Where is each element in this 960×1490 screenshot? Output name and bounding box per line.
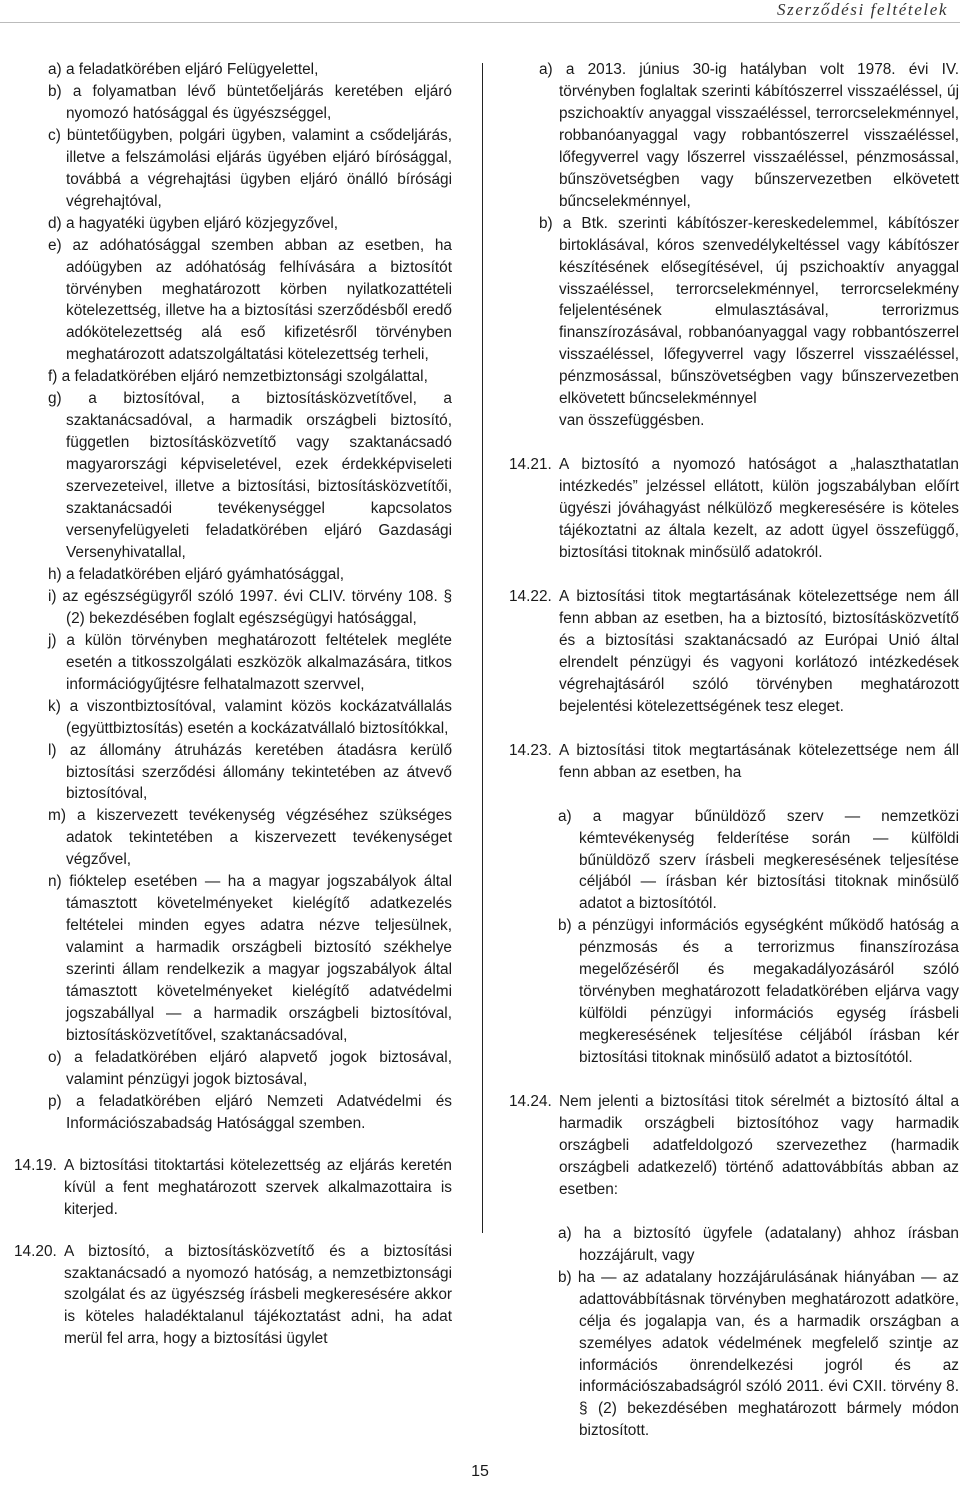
list-item: d) a hagyatéki ügyben eljáró közjegyzővel, — [48, 214, 339, 232]
list-item: o) a feladatkörében eljáró alapvető jogok biztosával, valamint pénzügyi jogok biztosával, — [48, 1048, 452, 1088]
list-item: a) a magyar bűnüldöző szerv — nemzetközi kémtevékenység felderítése során — külföldi bűnüldöző szerv írásbeli megkeresésének teljesítése céljából — írásban kér biztosítási titoknak minősülő adatot a biztosítótól. — [558, 807, 959, 913]
list-item: c) büntetőügyben, polgári ügyben, valamint a csődeljárás, illetve a felszámolási eljárás ügyében eljáró bírósággal, továbbá a végrehajtási ügyben eljáró önálló bírósági végrehajtóval, — [48, 126, 452, 210]
list-item: b) ha — az adatalany hozzájárulásának hiányában — az adattovábbításnak törvényben meghatározott adatköre, célja és jogalapja van, és a harmadik országban a személyes adatok védelmének megfelelő szintje az információs önrendelkezési jogról és az információszabadságról szóló 2011. évi CXII. törvény 8. § (2) bekezdésében meghatározott bármely módon biztosított. — [558, 1268, 959, 1440]
section-number: 14.24. — [509, 1093, 552, 1111]
list-item: g) a biztosítóval, a biztosításközvetítővel, a szaktanácsadóval, a harmadik országbeli biztosító, független biztosításközvetítő vagy szaktanácsadó magyarországi képviseletével, ezek érdekképviseleti szervezeteivel, illetve a biztosítási, biztosításközvetítői, szaktanácsadói tevékenységgel kapcsolatos versenyfelügyeleti feladatkörében eljáró Gazdasági Versenyhivatallal, — [48, 390, 452, 561]
section-14-24 — [509, 1091, 959, 1201]
section-number: 14.19. — [14, 1156, 57, 1174]
page-number: 15 — [471, 1463, 489, 1480]
list-item: a) a feladatkörében eljáró Felügyelettel, — [48, 61, 319, 78]
right-column — [509, 59, 959, 1442]
list-item: p) a feladatkörében eljáró Nemzeti Adatvédelmi és Információszabadság Hatósággal szemben. — [48, 1092, 452, 1132]
list-item: h) a feladatkörében eljáró gyámhatósággal, — [48, 565, 345, 583]
section-text: A biztosítási titok megtartásának kötelezettsége nem áll fenn abban az esetben, ha a biztosító, biztosításközvetítő és a biztosítási szaktanácsadó az Európai Unió által elrendelt pénzügyi és vagyoni korlátozó intézkedések végrehajtásáról szóló törvényben meghatározott bejelentési kötelezettségének tesz eleget. — [559, 587, 959, 715]
section-text: A biztosító a nyomozó hatóságot a „halaszthatatlan intézkedés” jelzéssel ellátott, külön jogszabályban előírt ügyészi jóváhagyást nélkülöző megkeresésére is köteles tájékoztatni az általa kezelt, az adott ügyel összefüggő, biztosítási titoknak minősülő adatokról. — [559, 456, 959, 562]
running-header-title: Szerződési feltételek — [777, 0, 948, 19]
list-item: b) a folyamatban lévő büntetőeljárás keretében eljáró nyomozó hatósággal és ügyészséggel, — [48, 82, 452, 122]
column-divider — [482, 63, 483, 1233]
section-text: A biztosító, a biztosításközvetítő és a biztosítási szaktanácsadó a nyomozó hatóság, a nemzetbiztonsági szolgálat és az ügyészség írásbeli megkeresésére akkor is köteles haladéktalanul tájékoztatást adni, ha adat merül fel arra, hogy a biztosítási ügylet — [64, 1242, 452, 1348]
section-text: A biztosítási titoktartási kötelezettség az eljárás keretén kívül a fent meghatározott szervek alkalmazottaira is kiterjed. — [64, 1156, 452, 1218]
section-14-22 — [509, 586, 959, 718]
list-item: l) az állomány átruházás keretében átadásra kerülő biztosítási szerződési állomány tekintetében az átvevő biztosítóval, — [48, 741, 452, 803]
section-number: 14.22. — [509, 587, 552, 605]
section-14-20 — [14, 1241, 452, 1351]
section-number: 14.23. — [509, 741, 552, 759]
section-number: 14.20. — [14, 1242, 57, 1260]
section-14-19 — [14, 1155, 452, 1221]
list-item: n) fióktelep esetében — ha a magyar jogszabályok által támasztott követelményeket kielégítő adatkezelés feltételei minden egyes adatra nézve teljesülnek, valamint a harmadik országbeli biztosító székhelye szerinti állam rendelkezik a magyar jogszabályok által támasztott követelményeket kielégítő adatvédelmi jogszabállyal — a harmadik országbeli biztosítóval, biztosításközvetítővel, szaktanácsadóval, — [48, 873, 452, 1044]
section-14-21 — [509, 454, 959, 564]
list-item: m) a kiszervezett tevékenység végzéséhez szükséges adatok tekintetében a kiszervezett tevékenységet végzővel, — [48, 807, 452, 869]
list-item: e) az adóhatósággal szemben abban az esetben, ha adóügyben az adóhatóság felhívására a biztosítót törvényben meghatározott körben nyilatkozattételi kötelezettség, illetve ha a biztosítási szerződésből eredő adókötelezettség alá eső kifizetésről törvényben meghatározott adatszolgáltatási kötelezettség terheli, — [48, 236, 452, 364]
list-item: b) a pénzügyi információs egységként működő hatóság a pénzmosás és a terrorizmus finanszírozása megelőzéséről és megakadályozásáról szóló törvényben meghatározott feladatkörében eljárva vagy külföldi pénzügyi információs egység írásbeli megkeresésének teljesítése céljából írásban kér biztosítási titoknak minősülő adatot a biztosítótól. — [558, 917, 959, 1067]
list-item: j) a külön törvényben meghatározott feltételek megléte esetén a titkosszolgálati eszközök alkalmazására, titkos információgyűjtésre felhatalmazott szervvel, — [48, 631, 452, 693]
section-14-23 — [509, 740, 959, 784]
left-column — [14, 59, 452, 1350]
list-item: a) a 2013. június 30-ig hatályban volt 1978. évi IV. törvényben foglaltak szerinti kábítószerrel visszaéléssel, új pszichoaktív anyaggal visszaéléssel, terrorcselekménnyel, robbanóanyaggal vagy robbantószerrel visszaéléssel, lőfegyverrel vagy lőszerrel visszaéléssel, pénzmosással, bűnszövetségben vagy bűnszervezetben elkövetett bűncselekménnyel, — [539, 61, 959, 210]
section-text: Nem jelenti a biztosítási titok sérelmét a biztosító által a harmadik országbeli biztosítóhoz vagy harmadik országbeli adatfeldolgozó szervezethez (harmadik országbeli adatkezelő) történő adattovábbítás abban az esetben: — [559, 1093, 959, 1198]
section-number: 14.21. — [509, 456, 552, 474]
list-item: i) az egészségügyről szóló 1997. évi CLIV. törvény 108. § (2) bekezdésében foglalt egészségügyi hatósággal, — [48, 587, 452, 627]
list-item: f) a feladatkörében eljáró nemzetbiztonsági szolgálattal, — [48, 368, 428, 386]
list-item: b) a Btk. szerinti kábítószer-kereskedelemmel, kábítószer birtoklásával, kóros szenvedélykeltéssel vagy kábítószer készítésének elősegítésével, új pszichoaktív anyaggal visszaéléssel, terrorcselekménnyel, terrorcselekmény feljelentésének elmulasztásával, terrorizmus finanszírozásával, robbanóanyaggal vagy robbantószerrel visszaéléssel, lőfegyverrel vagy lőszerrel visszaéléssel, pénzmosással, bűnszövetségben vagy bűnszervezetben elkövetett bűncselekménnyel — [539, 214, 959, 408]
header-rule — [0, 22, 960, 23]
list-item: a) ha a biztosító ügyfele (adatalany) ahhoz írásban hozzájárult, vagy — [558, 1224, 959, 1264]
list-continuation: van összefüggésben. — [559, 412, 705, 430]
list-item: k) a viszontbiztosítóval, valamint közös kockázatvállalás (együttbiztosítás) esetén a kockázatvállaló biztosítókkal, — [48, 697, 452, 737]
section-text: A biztosítási titok megtartásának kötelezettsége nem áll fenn abban az esetben, ha — [559, 741, 959, 781]
